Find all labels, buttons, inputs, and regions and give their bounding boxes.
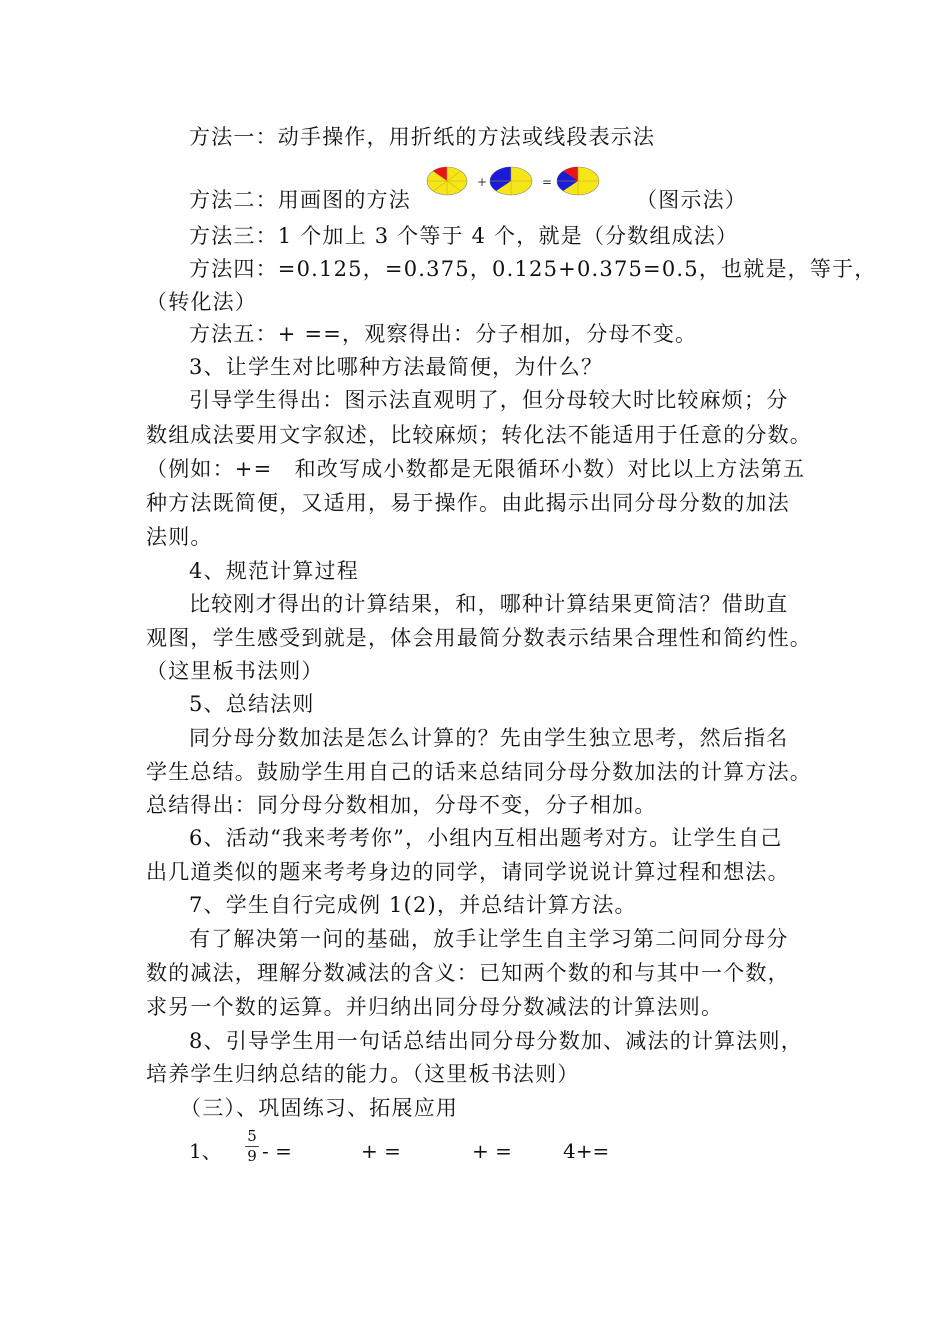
step-7-heading: 7、学生自行完成例 1(2)，并总结计算方法。 [189,893,637,917]
exercise-expr-4: 4+= [563,1139,610,1163]
paragraph-4-line-1: 有了解决第一问的基础，放手让学生自主学习第二问同分母分 [189,927,789,951]
paragraph-3-line-3: 总结得出：同分母分数相加，分母不变，分子相加。 [146,793,657,817]
circle-four-eighths-icon [557,167,599,195]
paragraph-1-line-5: 法则。 [146,525,213,549]
step-4-heading: 4、规范计算过程 [189,559,359,583]
exercise-number: 1、 [189,1139,222,1163]
section-3-heading: （三）、巩固练习、拓展应用 [180,1096,459,1120]
paragraph-4-line-2: 数的减法，理解分数减法的含义：已知两个数的和与其中一个数， [146,961,790,985]
method-4-line-2: （转化法） [146,290,257,314]
step-6-line-1: 6、活动“我来考考你”，小组内互相出题考对方。让学生自己 [189,826,783,850]
step-3-heading: 3、让学生对比哪种方法最简便，为什么？ [189,355,604,379]
fraction-five-ninths [243,1128,261,1165]
exercise-expr-2: + = [361,1139,401,1163]
paragraph-4-line-3: 求另一个数的运算。并归纳出同分母分数减法的计算法则。 [146,995,724,1019]
step-5-heading: 5、总结法则 [189,692,315,716]
paragraph-2-line-2: 观图，学生感受到就是，体会用最简分数表示结果合理性和简约性。 [146,626,812,650]
figure-equals: = [542,175,553,189]
paragraph-1-line-1: 引导学生得出：图示法直观明了，但分母较大时比较麻烦；分 [189,388,789,412]
fraction-denominator: 9 [247,1147,257,1165]
figure-plus: + [477,175,488,189]
fraction-numerator: 5 [247,1127,257,1145]
method-3: 方法三：1 个加上 3 个等于 4 个，就是（分数组成法） [189,224,739,248]
paragraph-3-line-1: 同分母分数加法是怎么计算的？先由学生独立思考，然后指名 [189,726,789,750]
circle-three-eighths-icon [490,167,532,195]
method-1: 方法一：动手操作，用折纸的方法或线段表示法 [189,125,656,149]
paragraph-1-line-3: （例如：+= 和改写成小数都是无限循环小数）对比以上方法第五 [146,457,806,481]
step-8-line-1: 8、引导学生用一句话总结出同分母分数加、减法的计算法则， [189,1029,803,1053]
circle-one-eighth-icon [427,167,467,195]
paragraph-2-line-3: （这里板书法则） [146,659,324,683]
paragraph-1-line-2: 数组成法要用文字叙述，比较麻烦；转化法不能适用于任意的分数。 [146,423,812,447]
exercise-expr-1: - = [262,1139,292,1163]
paragraph-2-line-1: 比较刚才得出的计算结果，和，哪种计算结果更简洁？借助直 [189,592,789,616]
method-2: 方法二：用画图的方法 [189,188,411,212]
step-6-line-2: 出几道类似的题来考考身边的同学，请同学说说计算过程和想法。 [146,860,790,884]
method-5: 方法五：+ ==，观察得出：分子相加，分母不变。 [189,322,698,346]
method-2-tag: （图示法） [636,188,747,212]
step-8-line-2: 培养学生归纳总结的能力。（这里板书法则） [146,1062,580,1086]
fraction-circles-figure [426,164,602,198]
method-4-line-1: 方法四：=0.125，=0.375，0.125+0.375=0.5，也就是，等于， [189,257,877,281]
exercise-expr-3: + = [472,1139,512,1163]
paragraph-3-line-2: 学生总结。鼓励学生用自己的话来总结同分母分数加法的计算方法。 [146,760,812,784]
paragraph-1-line-4: 种方法既简便，又适用，易于操作。由此揭示出同分母分数的加法 [146,491,790,515]
